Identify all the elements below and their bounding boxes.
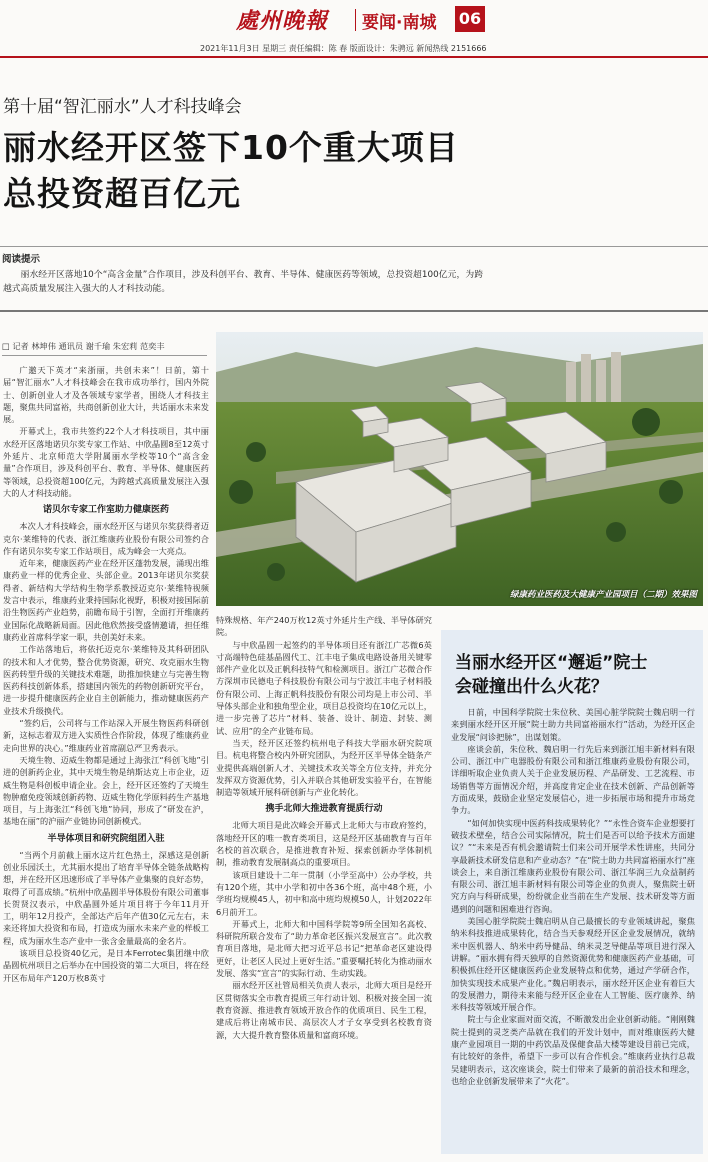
col1-para: “当两个月前截上丽水这片红色热土，深感这是创新创业乐园沃土，尤其丽水提出了培育半导体全链条战略构想，并在经开区迅速形成了半导体产业集聚的良好态势，取得了可喜成绩。”杭州中欣晶圆半导体股份有限公司董事长贺贤汉表示，中欣晶圆外延片项目将于今年11月开工，明年12月投产，全部达产后年产值30亿元左右，未来还将加大投资和布局，打造成为丽水未来产业的样板工程，成为丽水生态产业中一张含金量最高的金名片。: [3, 849, 209, 946]
section-label: 要闻: [362, 13, 396, 33]
dateline: 2021年11月3日 星期三 责任编辑：陈 春 版面设计：朱骋远 新闻热线 2151666: [200, 44, 487, 53]
col2-para: 该项目建设十二年一贯制（小学至高中）公办学校，共有120个班，其中小学和初中各36个班，高中48个班，小学班均规模45人，初中和高中班均规模50人，计划2022年6月前开工。: [216, 869, 432, 917]
photo-illustration: [216, 332, 703, 606]
col2-subhead-1: 携手北师大推进教育提质行动: [265, 804, 383, 815]
col1-subhead-2: 半导体项目和研究院组团入驻: [47, 833, 165, 844]
headline-kicker: 第十届“智汇丽水”人才科技峰会: [3, 97, 242, 117]
sidebar-para: 院士与企业家面对面交流，不断激发出企业创新动能。“刚刚魏院士提到的灵芝类产品就在我们的开发计划中，而对维康医药大健康产业园项目一期的中药饮品及保健食品大楼等建设目前已完成，有比较好的条件，希望下一步可以有合作机会。”维康药业执行总裁吴建明表示，这次座谈会，院士们带来了最新的前沿技术和理念，也给企业创新发展带来了“火花”。: [451, 1014, 695, 1086]
sidebar-box: [441, 630, 703, 1154]
digest-text: 丽水经开区落地10个“高含金量”合作项目，涉及科创平台、教育、半导体、健康医药等领域，总投资超100亿元，为跨越式高质量发展注入强大的人才科技动能。: [3, 270, 483, 294]
col1-para: 开幕式上，我市共签约22个人才科技项目，其中丽水经开区落地诺贝尔奖专家工作站、中欣晶圆8至12英寸外延片、北京师范大学附属丽水学校等10个“高含金量”合作项目，涉及科创平台、教育、半导体、健康医药等领域，总投资超100亿元，为跨越式高质量发展注入强大的人才科技动能。: [3, 426, 209, 498]
col2-para: 开幕式上，北师大和中国科学院等9所全国知名高校、科研院所联合发布了“助力革命老区振兴发展宣言”。此次教育项目落地，是北师大把习近平总书记“把革命老区建设得更好，让老区人民过上更好生活。”重要嘱托转化为推动丽水发展、落实“宣言”的实际行动、生动实践。: [216, 918, 432, 979]
section-dot: ·: [396, 13, 403, 33]
sidebar-body: [451, 706, 695, 1150]
byline: □ 记者 林坤伟 通讯员 谢千瑜 朱宏莉 范奕丰: [2, 341, 165, 351]
col2-para: 北师大项目是此次峰会开幕式上北师大与市政府签约，落地经开区的唯一教育类项目，这是经开区基础教育与百年名校的首次联合，是推进教育补短、探索创新办学体制机制，推动教育发展制高点的重要项目。: [216, 820, 432, 868]
byline-rule: [2, 355, 207, 356]
col2-para: 与中欣晶圆一起签约的半导体项目还有浙江广芯微6英寸高端特色硅基晶圆代工、江丰电子集成电路设备用关键零部件产业化以及正帆科技特气和检测项目。浙江广芯微合作方深圳市民德电子科技股份有限公司与宁波江丰电子材料股份有限公司、上海正帆科技股份有限公司均是上市公司、半导体头部企业和独角型企业，项目总投资均在10亿元以上，进一步完善了芯片“材料、装备、设计、制造、封装、测试、应用”的全产业链布局。: [216, 639, 432, 736]
digest-bottom-rule: [0, 310, 708, 312]
col2-para-continued: 特殊规格、年产240万枚12英寸外延片生产线、半导体研究院。: [216, 615, 432, 638]
photo-caption: 绿康药业医药及大健康产业园项目（二期）效果图: [509, 590, 697, 600]
sidebar-title-2: 会碰撞出什么火花？: [455, 677, 608, 697]
col1-para: “签约后，公司将与工作站深入开展生物医药科研创新，这标志着双方进入实质性合作阶段，体现了维康药业走向世界的决心。”维康药业首席副总严卫秀表示。: [3, 718, 209, 753]
sidebar-para: 日前，中国科学院院士朱位秋、美国心脏学院院士魏启明一行来到丽水经开区开展“院士助力共同富裕丽水行”活动，为经开区企业发展“问诊把脉”，出谋划策。: [451, 707, 695, 742]
digest-rule: [0, 246, 708, 247]
col2-para: 丽水经开区社管局相关负责人表示，北师大项目是经开区贯彻落实全市教育提质三年行动计划、积极对接全国一流教育资源、推进教育领域开放合作的优质项目、民生工程，建成后将让南城市民、高层次人才子女享受到名校教育资源，大大提升教育整体质量和富商环境。: [216, 980, 432, 1040]
sidebar-para: “如何加快实现中医药科技成果转化？”“永性合资车企业想要打破技术壁垒，结合公司实际情况，院士们是否可以给予技术方面建议？”“未来是否有机会邀请院士们来公司开展学术性讲座，共同分享最新技术研发信息和产业动态？”在“院士助力共同富裕丽水行”座谈会上，来自浙江维康药业股份有限公司、浙江华润三九众益制药有限公司、浙江旭丰新材料有限公司等企业的负责人，聚焦院士研究方向与科研成果，纷纷就企业当前在生产发展、技术研发等方面遇到的问题和困难进行咨询。: [451, 817, 695, 914]
masthead-rule: [0, 56, 708, 58]
page-number: 06: [455, 6, 485, 32]
col1-para: 天境生物、迈威生物都是通过上海张江“科创飞地”引进的创新药企业，其中天境生物是纳斯达克上市企业，迈威生物是科创板申请企业。会上，经开区还签约了天境生物肿瘤免疫领域创新药物、迈威生物化学原料药生产基地项目，与上海张江“科创飞地”协同，形成了“研发在沪，基地在丽”的沪丽产业链协同创新模式。: [3, 754, 209, 827]
digest-label: 阅读提示: [2, 254, 41, 265]
headline-main: 丽水经开区签下10个重大项目: [3, 128, 459, 167]
sidebar-para: 座谈会前，朱位秋、魏启明一行先后来到浙江旭丰新材料有限公司、浙江中广电器股份有限公司和浙江维康药业股份有限公司，详细听取企业负责人关于企业发展历程、产品研发、工艺流程、市场销售等方面情况介绍，并高度肯定企业在技术创新、产品创新等方面成果，鼓励企业坚定发展信心，进一步拓展市场和提升市场竞争力。: [451, 743, 695, 816]
col1-para: 工作站落地后，将依托迈克尔·莱维特及其科研团队的技术和人才优势，整合优势资源，研究、攻克丽水生物医药转型升级的关键技术难题，助推加快建立与完善生物医药科技创新体系，搭建国内领先的药物创新研究平台，进一步提升健康医药企业自主创新能力，推动健康医药产业技术升级换代。: [3, 644, 209, 716]
region-label: 南城: [402, 13, 437, 33]
headline-sub: 总投资超百亿元: [3, 174, 241, 213]
col1-para: 广邀天下英才“来浙丽，共创未来”！日前，第十届“智汇丽水”人才科技峰会在我市成功举行，国内外院士、创新创业人才及各领域专家学者，围绕人才科技主题，聚焦共同富裕，共商创新创业大计，共话丽水未来发展。: [3, 365, 209, 425]
col1-subhead-1: 诺贝尔专家工作室助力健康医药: [42, 505, 169, 516]
masthead-divider: [355, 9, 356, 31]
section-name: [362, 8, 436, 33]
col1-para: 近年来，健康医药产业在经开区蓬勃发展，涌现出维康药业一样的优秀企业、头部企业。2013年诺贝尔奖获得者、新结构大学结构生物学系教授迈克尔·莱维特视频发言中表示，维康药业秉持国际化视野，积极对接国际前沿生物医药产业趋势，前瞻布局于引智，全面打开维康药业国际化战略新局面。因此他欣然接受盛情邀请，担任维康药业首席科学家一职，共创美好未来。: [3, 558, 209, 642]
article-column-1: [3, 364, 209, 1156]
masthead: [0, 0, 708, 58]
col1-para: 该项目总投资40亿元，是日本Ferrotec集团继中欣晶圆杭州项目之后举办在中国投资的第二大项目，将在经开区布局年产120万枚8英寸: [3, 948, 209, 983]
project-rendering-photo: [216, 332, 703, 606]
sidebar-title-1: 当丽水经开区“邂逅”院士: [455, 653, 648, 673]
col1-para: 本次人才科技峰会，丽水经开区与诺贝尔奖获得者迈克尔·莱维特的代表、浙江维康药业股份有限公司签约合作有诺贝尔奖专家工作站项目，成为峰会一大亮点。: [3, 521, 209, 556]
paper-logo: 處州晚報: [236, 8, 329, 34]
article-column-2: [216, 614, 432, 1156]
col2-para: 当天，经开区还签约杭州电子科技大学丽水研究院项目。杭电将整合校内外研究团队，为经开区半导体全链条产业提供高端创新人才、关键技术攻关等全方位支持，并充分发挥双方资源优势，引入并联合其他研发实验平台，在智能制造等领域开展科研创新与产业化转化。: [216, 737, 432, 798]
sidebar-para: 美国心脏学院院士魏启明从自己最擅长的专业领域讲起，聚焦纳米科技推进成果转化，结合当天参观经开区企业发展情况，就纳米中医机器人、纳米中药导健品、纳米灵芝导健品等项目进行深入讲解。“丽水拥有得天独厚的自然资源优势和健康医药产业基础，可积极抓住经开区健康医药企业发展特点和优势，通过产学研合作，加快实现技术成果产业化。”魏启明表示，丽水经开区企业有着巨大的发展潜力，期待未来能与经开区企业在人工智能、医疗康养、纳米科技等领域开展合作。: [451, 916, 695, 1013]
